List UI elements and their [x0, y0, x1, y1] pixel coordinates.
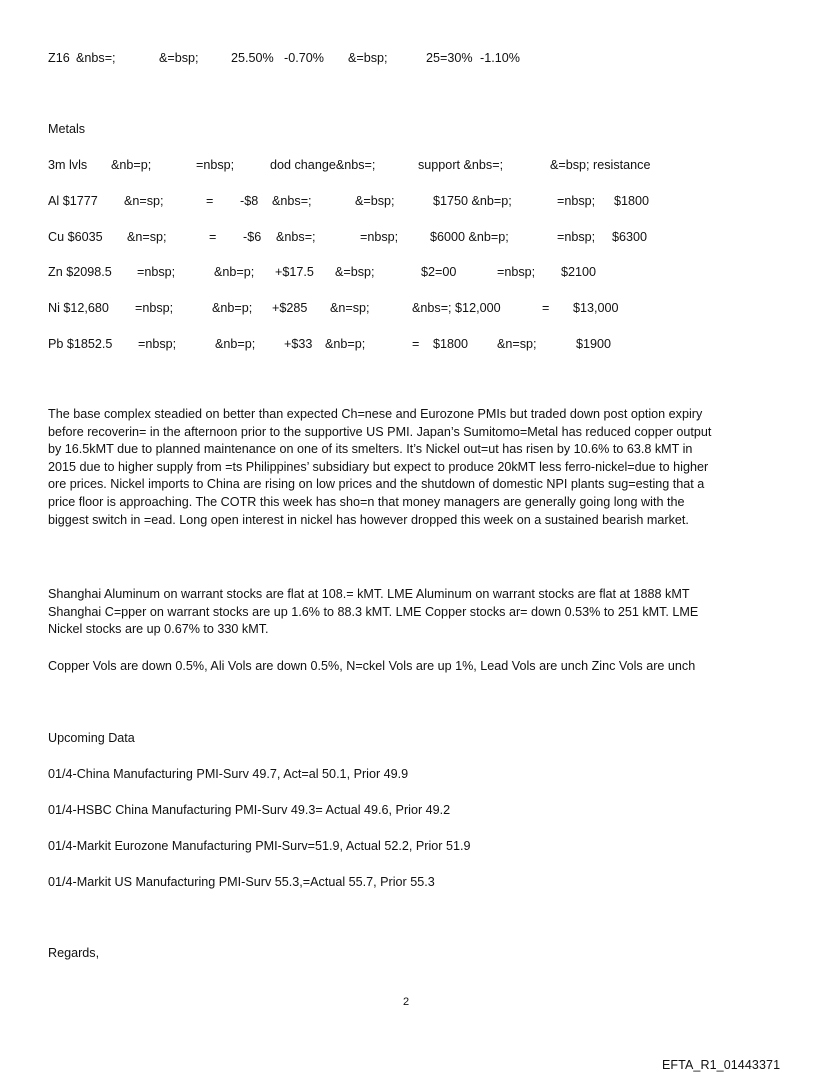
- page-number: 2: [403, 996, 410, 1008]
- z16-cell: 25=30%: [426, 51, 473, 65]
- paragraph-line: before recoverin= in the afternoon prior to the supportive US PMI. Japan’s Sumitomo=Metal has reduced copper output: [48, 424, 712, 439]
- table-cell: =: [542, 301, 550, 315]
- table-header-cell: =nbsp;: [196, 158, 235, 172]
- table-cell: &n=sp;: [497, 337, 537, 351]
- paragraph-line: by 16.5kMT due to planned maintenance on one of its smelters. It’s Nickel out=ut has risen by 10.6% to 63.8 kMT in: [48, 442, 693, 457]
- metals-heading: Metals: [48, 122, 86, 136]
- table-cell: Cu $6035: [48, 230, 103, 244]
- table-cell: $2100: [561, 265, 597, 279]
- table-cell: &nb=p;: [215, 337, 256, 351]
- z16-label: Z16: [48, 51, 70, 65]
- table-cell: =nbsp;: [137, 265, 176, 279]
- z16-cell: -0.70%: [284, 51, 324, 65]
- table-cell: =nbsp;: [135, 301, 174, 315]
- paragraph-line: price floor is approaching. The COTR this week has sho=n that money managers are generally going long with the: [48, 494, 685, 509]
- paragraph-line: Shanghai C=pper on warrant stocks are up 1.6% to 88.3 kMT. LME Copper stocks ar= down 0.53% to 251 kMT. LME: [48, 604, 699, 619]
- table-cell: =nbsp;: [557, 230, 596, 244]
- table-cell: $1800: [433, 337, 469, 351]
- table-cell: -$8: [240, 194, 259, 208]
- table-cell: +$285: [272, 301, 308, 315]
- paragraph-line: 2015 due to higher supply from =ts Philippines’ subsidiary but expect to produce 20kMT less ferro-nickel=due to higher: [48, 459, 709, 474]
- table-cell: -$6: [243, 230, 262, 244]
- table-cell: =nbsp;: [138, 337, 177, 351]
- table-cell: &n=sp;: [127, 230, 167, 244]
- table-header-cell: &=bsp; resistance: [550, 158, 651, 172]
- z16-cell: -1.10%: [480, 51, 520, 65]
- z16-cell: &nbs=;: [76, 51, 116, 65]
- table-cell: &n=sp;: [330, 301, 370, 315]
- z16-cell: 25.50%: [231, 51, 274, 65]
- paragraph-line: biggest switch in =ead. Long open interest in nickel has however dropped this week on a sustained bearish market.: [48, 512, 689, 527]
- table-cell: &nb=p;: [325, 337, 366, 351]
- table-cell: &n=sp;: [124, 194, 164, 208]
- table-cell: &nbs=;: [272, 194, 312, 208]
- table-cell: =: [209, 230, 217, 244]
- table-cell: Ni $12,680: [48, 301, 109, 315]
- table-cell: +$17.5: [275, 265, 314, 279]
- table-cell: Al $1777: [48, 194, 98, 208]
- closing-regards: Regards,: [48, 946, 100, 960]
- table-cell: =: [412, 337, 420, 351]
- table-header-cell: &nb=p;: [111, 158, 152, 172]
- upcoming-data-heading: Upcoming Data: [48, 731, 135, 745]
- warrant-stocks-paragraph: [48, 586, 753, 639]
- table-cell: +$33: [284, 337, 313, 351]
- upcoming-data-item: 01/4-China Manufacturing PMI-Surv 49.7, Act=al 50.1, Prior 49.9: [48, 767, 409, 781]
- table-header-cell: dod change&nbs=;: [270, 158, 376, 172]
- z16-cell: &=bsp;: [348, 51, 388, 65]
- market-commentary: [48, 406, 753, 529]
- document-id-footer: EFTA_R1_01443371: [662, 1058, 781, 1072]
- table-cell: &nbs=; $12,000: [412, 301, 501, 315]
- table-cell: =nbsp;: [360, 230, 399, 244]
- table-cell: $13,000: [573, 301, 619, 315]
- paragraph-line: Nickel stocks are up 0.67% to 330 kMT.: [48, 622, 269, 637]
- table-cell: $2=00: [421, 265, 457, 279]
- table-cell: &nb=p;: [212, 301, 253, 315]
- table-cell: &=bsp;: [355, 194, 395, 208]
- table-cell: $1900: [576, 337, 612, 351]
- upcoming-data-item: 01/4-HSBC China Manufacturing PMI-Surv 49.3= Actual 49.6, Prior 49.2: [48, 803, 451, 817]
- table-cell: $6000 &nb=p;: [430, 230, 509, 244]
- paragraph-line: Shanghai Aluminum on warrant stocks are flat at 108.= kMT. LME Aluminum on warrant stocks are flat at 1888 kMT: [48, 587, 690, 601]
- table-cell: &nb=p;: [214, 265, 255, 279]
- vols-line: Copper Vols are down 0.5%, Ali Vols are down 0.5%, N=ckel Vols are up 1%, Lead Vols are unch Zinc Vols are unch: [48, 659, 696, 673]
- table-header-cell: support &nbs=;: [418, 158, 504, 172]
- paragraph-line: The base complex steadied on better than expected Ch=nese and Eurozone PMIs but traded down post option expiry: [48, 407, 703, 421]
- table-cell: $1800: [614, 194, 650, 208]
- table-cell: &=bsp;: [335, 265, 375, 279]
- upcoming-data-item: 01/4-Markit US Manufacturing PMI-Surv 55.3,=Actual 55.7, Prior 55.3: [48, 875, 435, 889]
- table-cell: $6300: [612, 230, 648, 244]
- paragraph-line: ore prices. Nickel imports to China are rising on low prices and the shutdown of domestic NPI plants sug=esting that a: [48, 477, 705, 492]
- table-cell: Zn $2098.5: [48, 265, 112, 279]
- table-cell: =: [206, 194, 214, 208]
- table-cell: =nbsp;: [557, 194, 596, 208]
- z16-cell: &=bsp;: [159, 51, 199, 65]
- table-cell: &nbs=;: [276, 230, 316, 244]
- upcoming-data-item: 01/4-Markit Eurozone Manufacturing PMI-Surv=51.9, Actual 52.2, Prior 51.9: [48, 839, 471, 853]
- table-header-cell: 3m lvls: [48, 158, 88, 172]
- table-cell: Pb $1852.5: [48, 337, 113, 351]
- table-cell: $1750 &nb=p;: [433, 194, 512, 208]
- table-cell: =nbsp;: [497, 265, 536, 279]
